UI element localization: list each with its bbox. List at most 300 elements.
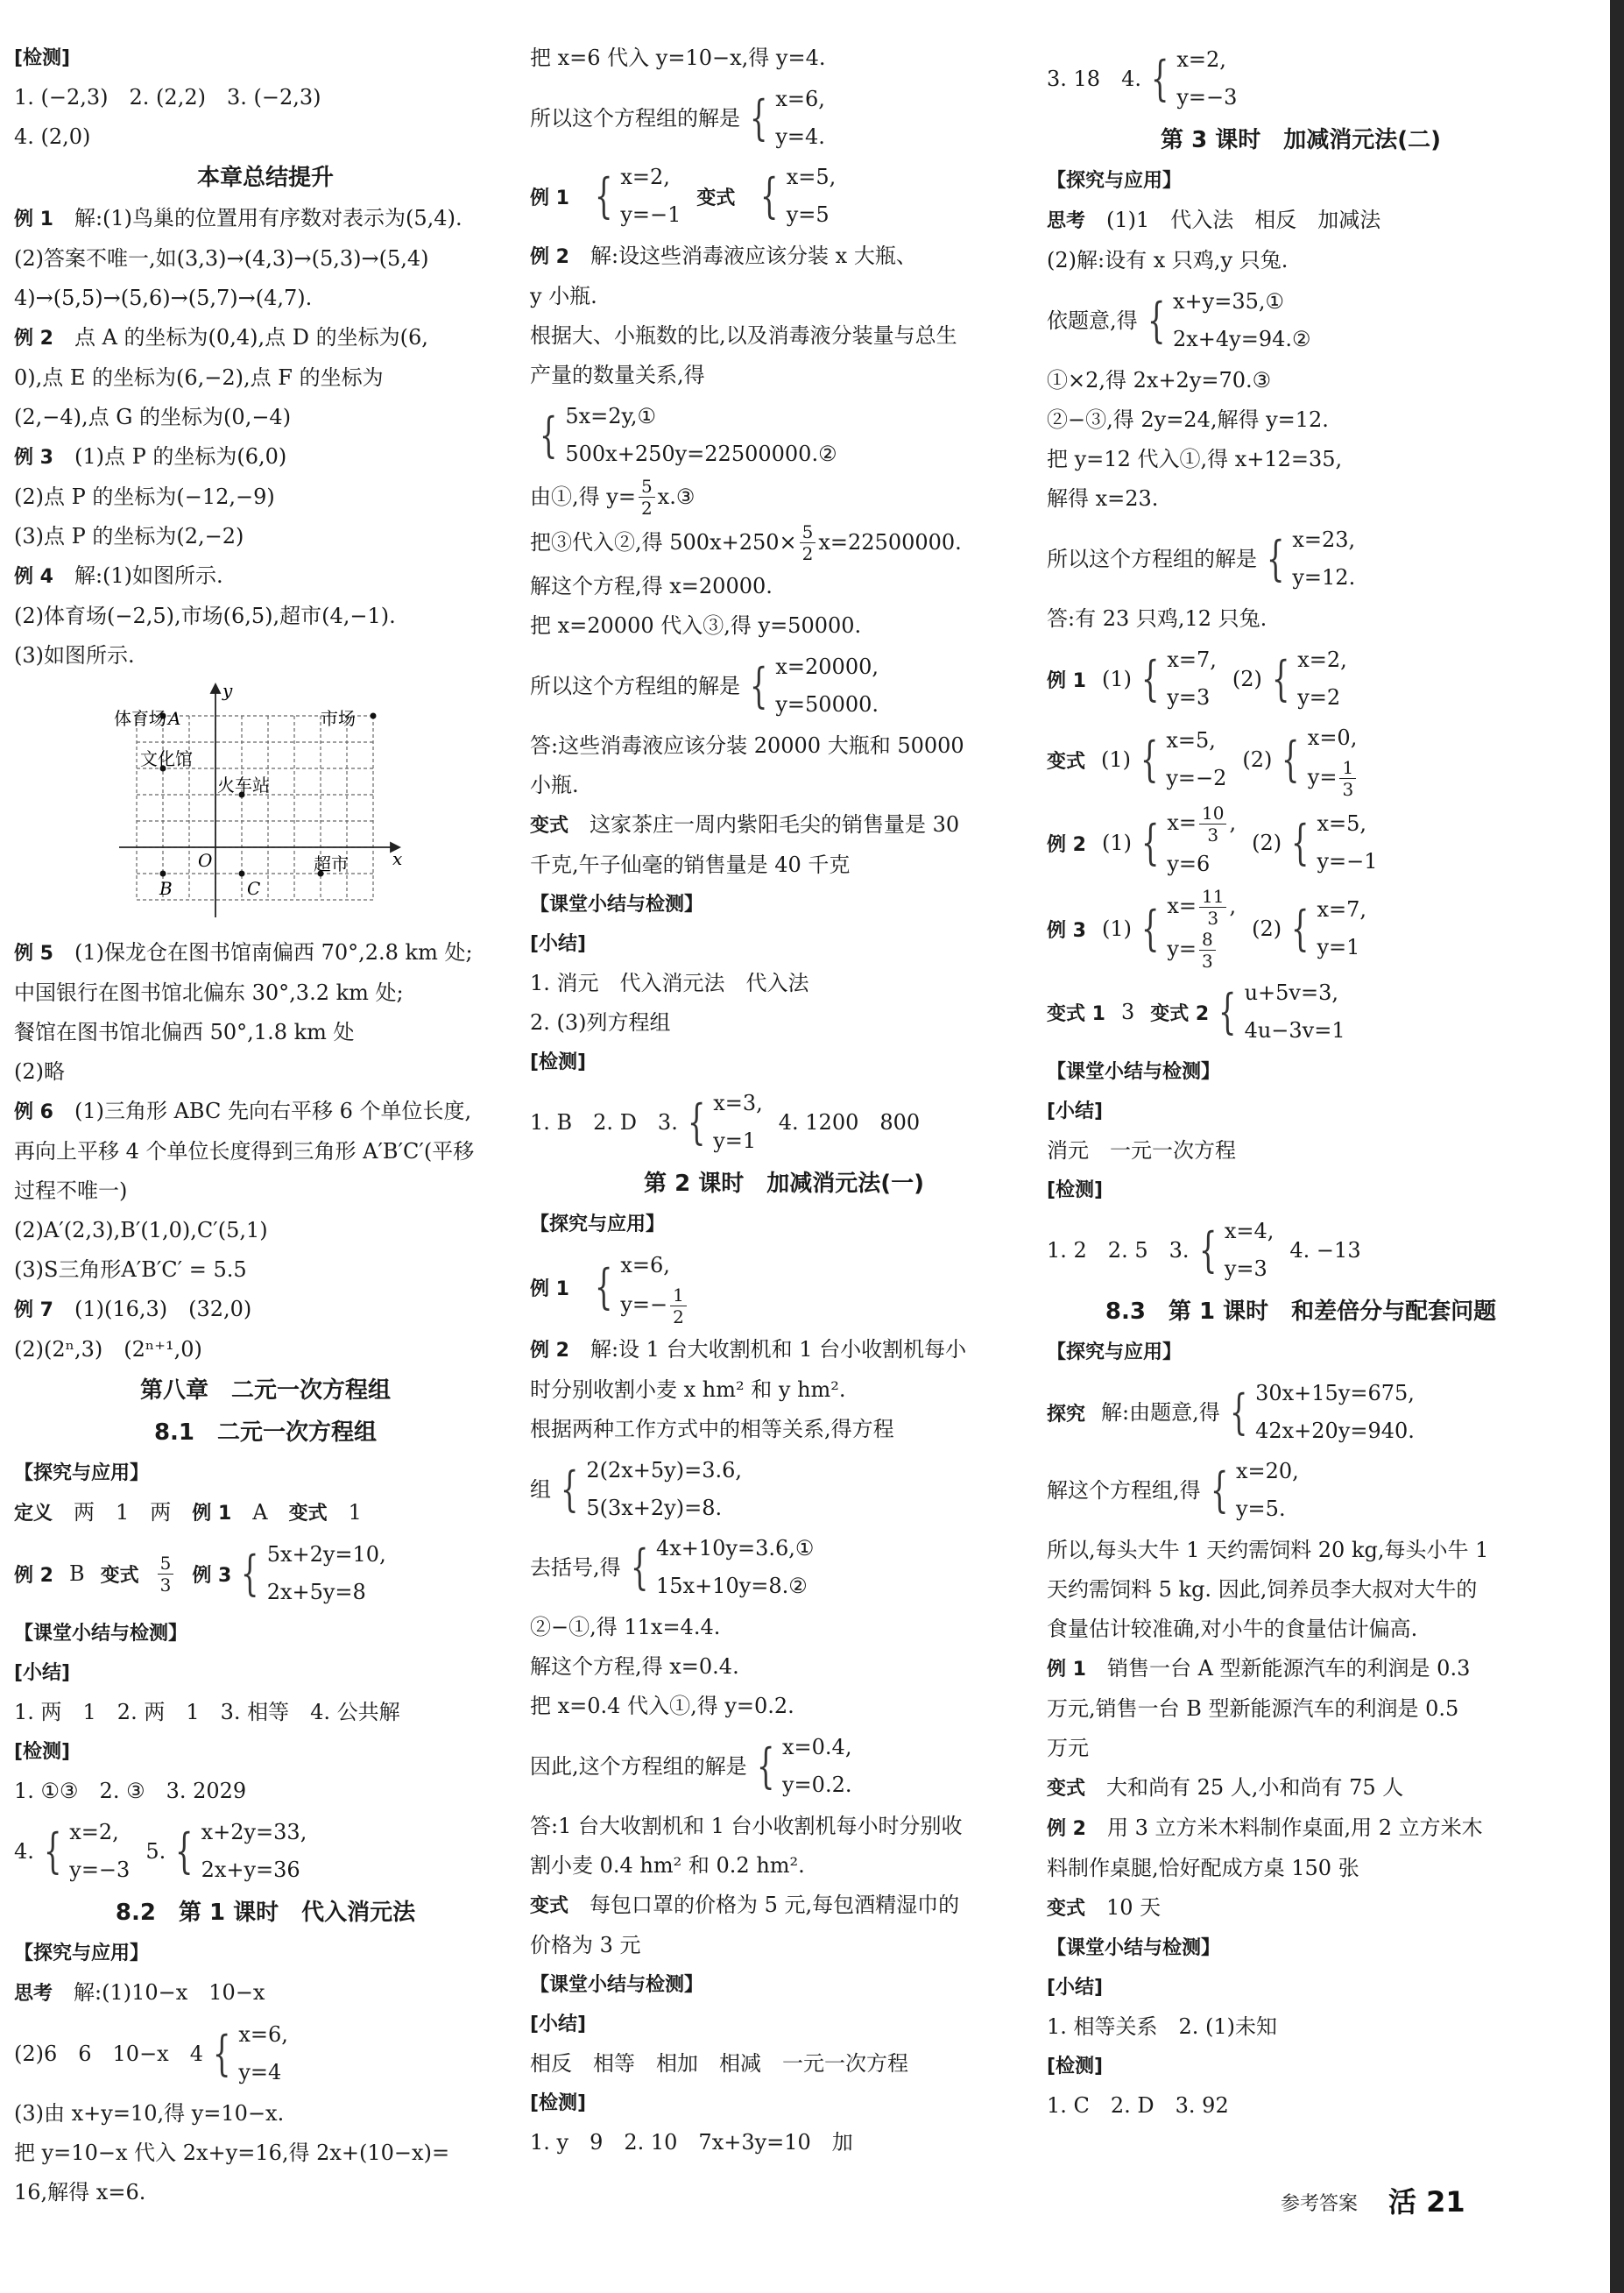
line-text: 5. [145,1838,166,1864]
brace-icon: { [1290,815,1310,870]
equation: x=6, [775,87,825,111]
equation: x=5, [1166,728,1216,753]
brace-icon: { [1147,293,1166,348]
line-text: 1. B 2. D 3. [530,1109,678,1135]
equation-text: y= [1167,937,1197,961]
answer-line: 把 y=12 代入①,得 x+12=35, [1047,447,1343,471]
equation-system [1132,886,1236,972]
answer-line: ①×2,得 2x+2y=70.③ [1047,368,1272,393]
equation-system [231,1536,385,1611]
label-a: A [168,708,181,729]
answer-line: 1. y 9 2. 10 7x+3y=10 加 [530,2130,853,2155]
lesson-heading: 第 3 课时 加减消元法(二) [1161,127,1441,153]
section-label: 【课堂小结与检测】 [530,1974,704,1996]
equation-system [740,81,825,156]
answer-line [1047,641,1555,717]
equation-system [166,1814,307,1889]
variant-label: 变式 [288,1503,328,1525]
line-text: (1)三角形 ABC 先向右平移 6 个单位长度, [74,1099,472,1123]
section-label: 【课堂小结与检测】 [14,1623,188,1645]
line-text: (2)6 6 10−x 4 [14,2041,203,2066]
equation: 2x+4y=94.② [1173,327,1311,351]
section-heading: 8.1 二元一次方程组 [153,1419,378,1446]
answer-line: (2)体育场(−2,5),市场(6,5),超市(4,−1). [14,604,396,628]
y-axis-label: y [222,681,233,701]
brace-icon: { [687,1094,706,1150]
answer-line [14,1536,517,1611]
answer-line: 解这个方程,得 x=0.4. [530,1654,739,1679]
fraction [639,476,655,519]
term-label: 定义 [14,1503,53,1525]
brace-icon: { [1266,531,1285,586]
line-text: 4. [14,1838,34,1864]
line-text: 点 A 的坐标为(0,4),点 D 的坐标为(6, [74,325,428,350]
answer-line: ②−①,得 11x=4.4. [530,1615,721,1639]
section-label: [检测] [530,2092,587,2114]
equation-system [1132,641,1217,717]
section-label: [检测] [14,47,71,69]
equation-system [585,159,681,234]
lesson-heading: 8.3 第 1 课时 和差倍分与配套问题 [1105,1299,1497,1325]
answer-line: 把 x=0.4 代入①,得 y=0.2. [530,1694,794,1718]
section-label: [检测] [14,1741,71,1763]
answer-line: 答:这些消毒液应该分装 20000 大瓶和 50000 [530,733,964,758]
brace-icon: { [1150,51,1169,106]
line-text: (2) [1242,747,1273,772]
example-label: 例 3 [1047,919,1086,942]
answer-line: 消元 一元一次方程 [1047,1138,1236,1163]
brace-icon: { [1271,651,1290,706]
line-text: x.③ [657,485,695,509]
footer-label: 参考答案 [1281,2193,1359,2215]
brace-icon: { [1282,732,1300,787]
brace-icon: { [175,1823,194,1879]
example-line [1047,1808,1555,1849]
think-label: 思考 [1047,210,1086,232]
example-line [14,1290,517,1330]
section-label: [小结] [14,1662,71,1684]
column-left [14,39,517,2212]
chapter-heading: 第八章 二元一次方程组 [139,1377,391,1404]
numerator: 5 [158,1553,174,1575]
example-label: 例 5 [14,943,53,965]
equation: x=2, [1176,47,1226,72]
line-text: (1) [1101,916,1132,941]
variant-label: 变式 [100,1564,139,1587]
fraction [670,1285,687,1327]
equation-system [1132,803,1236,883]
equation: y=1 [713,1129,757,1153]
equation: 42x+20y=940. [1255,1419,1415,1443]
answer-line [1047,1375,1555,1450]
section-label: [小结] [530,933,587,955]
numerator: 5 [800,521,816,543]
answer-line [530,398,1038,473]
answer-line: (3)如图所示. [14,643,135,668]
brace-icon: { [630,1539,649,1595]
answer-line: (2,−4),点 G 的坐标为(0,−4) [14,405,292,429]
equation: y=3 [1224,1256,1267,1281]
line-text: (1)点 P 的坐标为(6,0) [74,444,287,469]
section-label: [小结] [1047,1100,1104,1122]
line-text: 由①,得 y= [530,485,636,509]
example-line [14,318,517,358]
equation: y=−2 [1166,766,1227,790]
answer-line [14,1973,517,2013]
section-label: [检测] [1047,1179,1104,1201]
line-text: 1 [348,1500,362,1525]
answer-line: (2)点 P 的坐标为(−12,−9) [14,485,275,509]
fraction [1199,886,1226,929]
line-text: 销售一台 A 型新能源汽车的利润是 0.3 [1106,1656,1471,1681]
answer-line [530,1886,1038,1926]
line-text: 把③代入②,得 500x+250× [530,530,797,555]
answer-line [530,81,1038,156]
line-text: (2) [1252,830,1282,855]
denominator: 2 [673,1306,684,1327]
equation-system [1257,521,1355,597]
example-line [14,933,517,973]
line-text: (2) [1252,916,1282,941]
page-edge-bar [1610,0,1624,2293]
answer-line [1047,283,1555,358]
equation-text: x= [1167,894,1197,918]
answer-line: 产量的数量关系,得 [530,363,705,387]
variant-label: 变式 [530,1895,569,1917]
answer-line: 割小麦 0.4 hm² 和 0.2 hm². [530,1853,805,1878]
equation: y=12. [1292,565,1356,590]
equation-system [678,1085,763,1160]
equation: y=4 [238,2060,282,2084]
x-axis-label: x [392,848,403,869]
equation: x=0, [1307,725,1358,750]
brace-icon: { [560,1461,579,1517]
answer-line: 4)→(5,5)→(5,6)→(5,7)→(4,7). [14,286,313,310]
equation: x=20, [1236,1459,1299,1483]
equation: y=3 [1167,685,1211,710]
brace-icon: { [594,1259,613,1314]
answer-line: 16,解得 x=6. [14,2180,146,2205]
example-label: 例 1 [14,209,53,230]
equation: x=5, [786,165,837,189]
answer-line: 过程不唯一) [14,1178,128,1203]
equation: x+2y=33, [201,1820,307,1844]
example-label: 例 1 [530,187,569,209]
explore-label: 探究 [1047,1403,1086,1426]
example-label: 例 2 [1047,833,1086,856]
brace-icon: { [1198,1222,1217,1277]
brace-icon: { [212,2026,231,2081]
brace-icon: { [241,1546,259,1601]
line-text: 两 1 两 [74,1500,172,1525]
equation: y=4. [775,124,825,149]
line-text: (1)保龙仓在图书馆南偏西 70°,2.8 km 处; [74,940,473,965]
equation: x=3, [713,1091,763,1115]
brace-icon: { [539,407,558,463]
line-text: A [252,1500,268,1525]
brace-icon: { [1140,901,1160,956]
line-text: 解:由题意,得 [1101,1399,1220,1425]
brace-icon: { [749,90,768,145]
variant-label: 变式 [1047,1778,1086,1800]
answer-line: 1. 两 1 2. 两 1 3. 相等 4. 公共解 [14,1700,400,1724]
fraction [1199,929,1216,972]
equation-system [1141,41,1237,117]
equation: x=6, [238,2022,288,2047]
equation: x=20000, [775,655,879,679]
equation-system [551,1452,742,1527]
brace-icon: { [760,168,779,223]
answer-line [530,1729,1038,1804]
example-label: 例 4 [14,566,53,588]
numerator: 10 [1199,803,1226,824]
fraction [1199,803,1226,846]
section-label: [小结] [530,2013,587,2035]
example-label: 例 2 [530,246,569,268]
variant-label: 变式 [1047,750,1086,773]
lesson-heading: 8.2 第 1 课时 代入消元法 [115,1900,416,1926]
answer-line: 相反 相等 相加 相减 一元一次方程 [530,2051,908,2076]
equation-system [1282,891,1366,966]
answer-line: (2)A′(2,3),B′(1,0),C′(5,1) [14,1218,268,1242]
chapter-summary-heading: 本章总结提升 [196,165,334,191]
example-line [530,1330,1038,1370]
line-text: 依题意,得 [1047,308,1138,333]
example-line [14,199,517,239]
think-label: 思考 [14,1983,53,2005]
line-text: B [68,1561,85,1586]
answer-line: 答:1 台大收割机和 1 台小收割机每小时分别收 [530,1814,963,1838]
answer-line: 1. C 2. D 3. 92 [1047,2093,1229,2118]
answer-line: 时分别收割小麦 x hm² 和 y hm². [530,1377,846,1402]
line-text: (1) [1101,830,1132,855]
equation-system [1201,1453,1299,1528]
equation: x=2, [69,1820,119,1844]
answer-line: 1. (−2,3) 2. (2,2) 3. (−2,3) [14,85,321,110]
section-label: [检测] [1047,2056,1104,2077]
equation-system [1220,1375,1415,1450]
example-label: 例 3 [192,1564,232,1587]
equation: y=0.2. [782,1773,852,1797]
equation: 30x+15y=675, [1255,1381,1415,1405]
equation: y=−3 [1176,85,1238,110]
answer-line: 把 x=20000 代入③,得 y=50000. [530,613,862,638]
label-b: B [159,878,173,899]
line-text: 用 3 立方米木料制作桌面,用 2 立方米木 [1106,1815,1483,1840]
example-label: 例 3 [14,447,53,469]
line-text: 组 [530,1476,551,1502]
origin-label: O [198,850,213,871]
brace-icon: { [43,1823,62,1879]
coordinate-grid-figure [110,681,408,926]
answer-line [1047,1888,1555,1929]
equation: 4x+10y=3.6,① [656,1536,815,1561]
example-label: 例 2 [14,1564,53,1587]
answer-line [530,805,1038,846]
equation-system [747,1729,852,1804]
equation: x=7, [1317,897,1366,922]
answer-line: (2)(2ⁿ,3) (2ⁿ⁺¹,0) [14,1337,202,1362]
equation-system [585,1247,689,1327]
equation-system [203,2016,288,2091]
answer-line [1047,974,1555,1050]
section-label: 【课堂小结与检测】 [1047,1937,1221,1959]
section-label: 【探究与应用】 [530,1214,666,1235]
line-text: 大和尚有 25 人,小和尚有 75 人 [1106,1775,1404,1800]
equation-system [1272,719,1359,800]
numerator: 11 [1199,886,1226,908]
line-text: 解:(1)10−x 10−x [74,1980,265,2005]
equation-text: x= [1167,810,1197,835]
line-text: 每包口罩的价格为 5 元,每包酒精湿巾的 [590,1893,960,1917]
answer-line: 把 x=6 代入 y=10−x,得 y=4. [530,46,826,70]
equation-system [1262,641,1347,717]
answer-line [530,521,1038,564]
equation-system [621,1530,815,1605]
line-text: 解:设这些消毒液应该分装 x 大瓶、 [590,244,917,268]
brace-icon: { [1218,984,1237,1039]
denominator: 3 [1342,779,1354,800]
line-text: 解:(1)如图所示. [74,563,223,588]
label-tiyuchang: 体育场 [114,708,166,729]
section-label: 【探究与应用】 [14,1943,150,1964]
answer-line: 把 y=10−x 代入 2x+y=16,得 2x+(10−x)= [14,2141,450,2165]
answer-line: 万元 [1047,1736,1089,1760]
equation-system [740,648,879,724]
equation-system [530,398,837,473]
point-shichang [371,713,377,719]
answer-line: 所以,每头大牛 1 天约需饲料 20 kg,每头小牛 1 [1047,1538,1489,1562]
equation: x+y=35,① [1173,289,1284,314]
variant-label: 变式 2 [1150,1002,1210,1025]
answer-line [1047,886,1555,972]
denominator: 2 [801,543,814,564]
variant-label: 变式 1 [1047,1002,1105,1025]
example-label: 例 2 [530,1340,569,1362]
equation-system [751,159,836,234]
numerator: 1 [1339,757,1356,779]
answer-line: (3)点 P 的坐标为(2,−2) [14,524,244,548]
line-text: 所以这个方程组的解是 [530,673,740,698]
example-label: 例 6 [14,1101,53,1123]
answer-line [14,2016,517,2091]
line-text: 解这个方程组,得 [1047,1477,1201,1503]
equation-system [1190,1213,1274,1288]
point-c [239,871,245,877]
answer-line [530,1530,1038,1605]
answer-line [530,648,1038,724]
denominator: 3 [1207,824,1219,846]
equation: y=−1 [620,202,681,227]
equation: 4u−3v=1 [1244,1018,1345,1043]
answer-line: 千克,午子仙毫的销售量是 40 千克 [530,853,851,877]
answer-line: 料制作桌腿,恰好配成方桌 150 张 [1047,1856,1359,1880]
answer-line: 天约需饲料 5 kg. 因此,饲养员李大叔对大牛的 [1047,1577,1478,1602]
equation: x=2, [620,165,670,189]
answer-line: 4. (2,0) [14,124,91,149]
section-label: 【探究与应用】 [14,1462,150,1484]
section-label: 【课堂小结与检测】 [1047,1061,1221,1083]
equation [620,1285,689,1327]
equation: 2(2x+5y)=3.6, [586,1458,743,1483]
section-label: 【探究与应用】 [1047,1341,1183,1363]
answer-line: 小瓶. [530,773,579,797]
numerator: 8 [1199,929,1216,951]
fraction [1339,757,1356,800]
denominator: 3 [1202,951,1213,972]
answer-line [1047,1453,1555,1528]
line-text: 因此,这个方程组的解是 [530,1753,747,1779]
variant-label: 变式 [696,187,736,209]
example-label: 例 7 [14,1299,53,1321]
answer-line [1047,201,1555,241]
brace-icon: { [1140,651,1160,706]
brace-icon: { [756,1738,775,1794]
section-label: [检测] [530,1051,587,1073]
answer-line [1047,719,1555,800]
example-label: 例 2 [1047,1818,1086,1840]
label-chaoshi: 超市 [314,853,349,874]
answer-line [1047,803,1555,883]
brace-icon: { [1140,815,1160,870]
line-text: (1)1 代入法 相反 加减法 [1106,208,1381,232]
equation-system [1209,974,1345,1050]
denominator: 2 [640,498,653,519]
equation [1308,757,1359,800]
equation: y=5. [1236,1497,1286,1521]
answer-line [14,1493,517,1533]
section-label: 【课堂小结与检测】 [530,894,704,916]
denominator: 3 [159,1574,172,1596]
numerator: 1 [670,1285,687,1306]
brace-icon: { [1290,901,1310,956]
answer-line [530,1452,1038,1527]
answer-line: 解这个方程,得 x=20000. [530,574,773,598]
answer-line: 根据大、小瓶数的比,以及消毒液分装量与总生 [530,323,957,348]
answer-line: 1. 消元 代入消元法 代入法 [530,971,809,995]
equation-text: , [1229,810,1237,835]
answer-line [530,1085,1038,1160]
line-text: 去括号,得 [530,1554,621,1580]
line-text: (1) [1101,747,1132,772]
line-text: 4. 1200 800 [778,1109,921,1135]
equation: x=2, [1297,648,1347,672]
line-text: 这家茶庄一周内紫阳毛尖的销售量是 30 [590,812,960,837]
brace-icon: { [594,168,613,223]
equation [1167,886,1236,929]
line-text: 所以这个方程组的解是 [530,105,740,131]
answer-line: 再向上平移 4 个单位长度得到三角形 A′B′C′(平移 [14,1139,475,1164]
line-text: 解:(1)鸟巢的位置用有序数对表示为(5,4). [74,206,462,230]
equation-text: y=− [620,1292,668,1317]
answer-line [530,1247,1038,1327]
equation: 5x=2y,① [565,404,657,428]
equation: y=−3 [69,1858,131,1882]
equation: x=6, [620,1253,670,1277]
answer-line: 1. ①③ 2. ③ 3. 2029 [14,1779,247,1803]
equation: y=2 [1297,685,1341,710]
equation: 2x+5y=8 [266,1580,366,1604]
answer-line [530,476,1038,519]
equation: y=1 [1317,935,1360,959]
brace-icon: { [749,658,768,713]
example-line [14,556,517,597]
answer-line: 1. 相等关系 2. (1)未知 [1047,2014,1278,2039]
equation: y=50000. [775,692,879,717]
answer-line [530,159,1038,234]
denominator: 3 [1207,908,1219,929]
example-line [1047,1649,1555,1689]
